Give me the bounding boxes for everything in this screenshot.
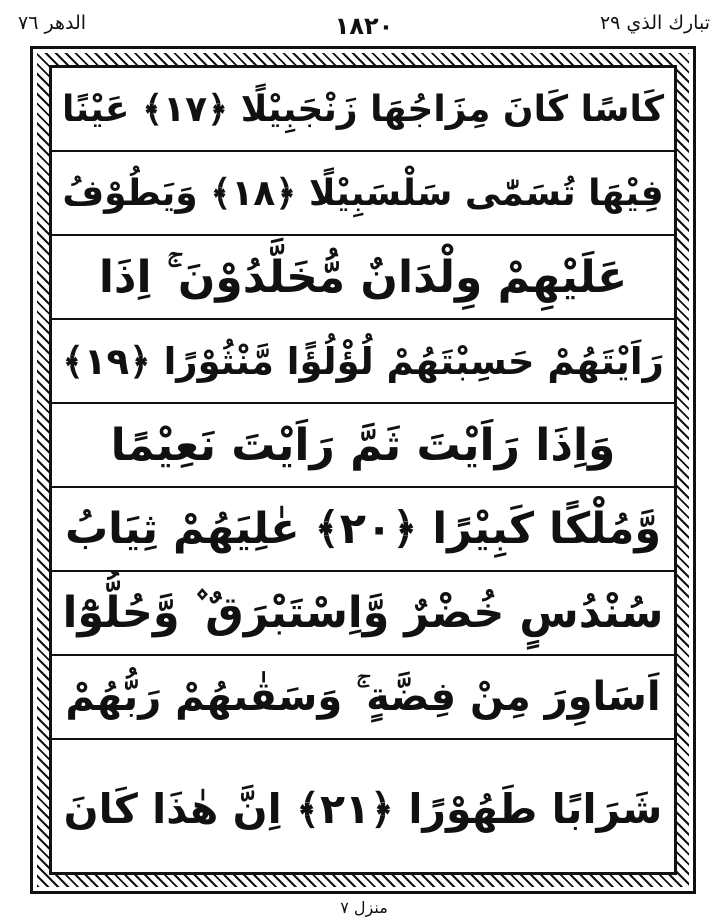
verse-line-9: شَرَابًا طَهُوْرًا ﴿٢١﴾ اِنَّ هٰذَا كَانَ: [63, 785, 663, 833]
page-border: [30, 46, 696, 894]
verse-line-3: عَلَيْهِمْ وِلْدَانٌ مُّخَلَّدُوْنَ ۚ اِذَا: [52, 236, 674, 320]
verse-line-7: سُنْدُسٍ خُضْرٌ وَّاِسْتَبْرَقٌ ۫ وَّحُلُّوْٓا: [52, 572, 674, 656]
manzil-footer: منزل ٧: [340, 898, 388, 917]
verse-line-4: رَاَيْتَهُمْ حَسِبْتَهُمْ لُؤْلُؤًا مَّنْثُوْرًا ﴿١٩﴾: [52, 320, 674, 404]
juz-label: تبارك الذي ٢٩: [599, 12, 710, 34]
verse-line-1: كَاسًا كَانَ مِزَاجُهَا زَنْجَبِيْلًا ﴿١٧﴾ عَيْنًا: [52, 68, 674, 152]
verse-line-6: وَّمُلْكًا كَبِيْرًا ﴿٢٠﴾ عٰلِيَهُمْ ثِيَابُ: [52, 488, 674, 572]
verse-line-8: اَسَاوِرَ مِنْ فِضَّةٍ ۚ وَسَقٰىهُمْ رَبُّهُمْ: [52, 656, 674, 740]
page-number: ١٨٢٠: [334, 12, 394, 40]
page-header: [18, 12, 710, 44]
verse-line-2: فِيْهَا تُسَمّٰى سَلْسَبِيْلًا ﴿١٨﴾ وَيَطُوْفُ: [52, 152, 674, 236]
verse-line-5: وَاِذَا رَاَيْتَ ثَمَّ رَاَيْتَ نَعِيْمًا: [52, 404, 674, 488]
text-area: [49, 65, 677, 875]
surah-label: الدهر ٧٦: [18, 12, 87, 34]
